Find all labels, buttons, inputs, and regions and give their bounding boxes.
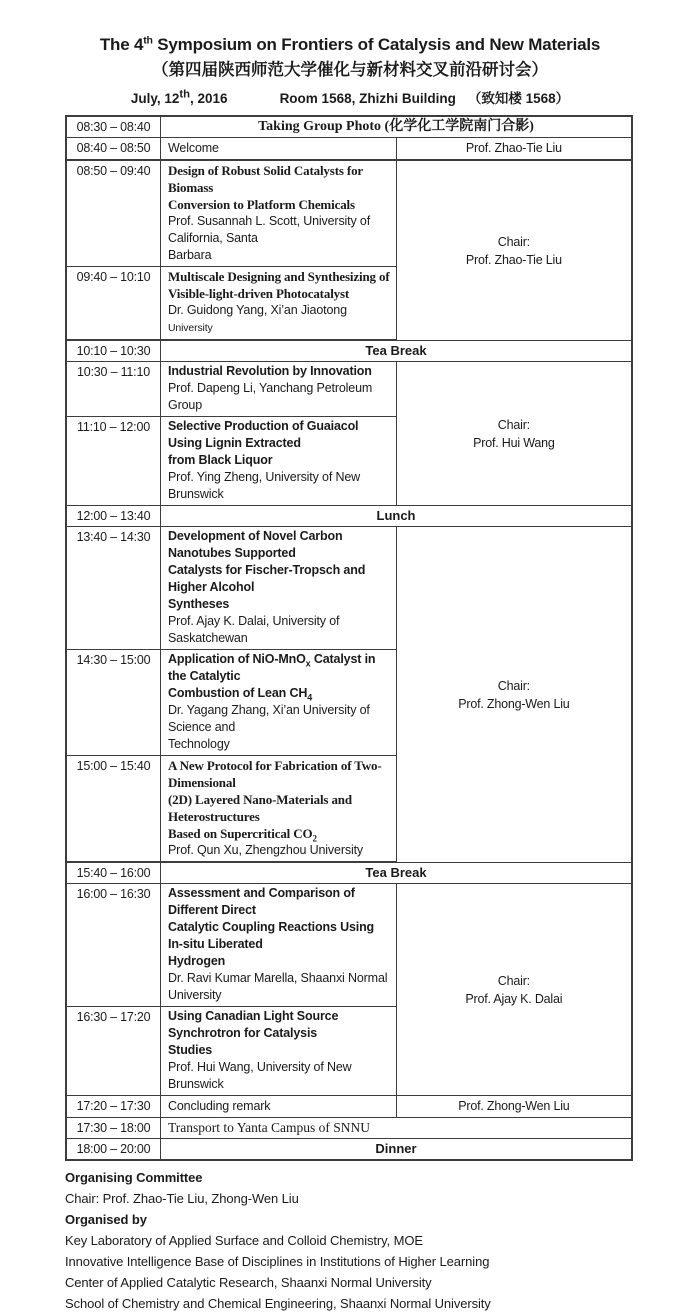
chair-label: Chair: — [497, 678, 530, 693]
talk-cell — [161, 884, 397, 1007]
organiser-line: School of Chemistry and Chemical Engineering, Shaanxi Normal University — [65, 1296, 491, 1312]
talk-title-line — [168, 651, 391, 685]
title-subscript: x — [305, 658, 311, 669]
talk-title-line: Multiscale Designing and Synthesizing of — [168, 269, 390, 285]
talk-speaker-line: Prof. Qun Xu, Zhengzhou University — [168, 843, 363, 858]
event-cell: Transport to Yanta Campus of SNNU — [161, 1118, 633, 1139]
chair-label: Chair: — [497, 417, 530, 432]
title-subscript: 4 — [307, 692, 313, 703]
person-cell: Prof. Zhong-Wen Liu — [396, 1096, 632, 1118]
time-cell: 08:40 – 08:50 — [66, 138, 161, 161]
time-cell: 17:30 – 18:00 — [66, 1118, 161, 1139]
organiser-line: Key Laboratory of Applied Surface and Colloid Chemistry, MOE — [65, 1233, 423, 1249]
title-text: Combustion of Lean CH — [168, 686, 308, 701]
talk-title-line: Studies — [168, 1043, 213, 1058]
chair-cell — [396, 362, 632, 506]
time-cell: 16:00 – 16:30 — [66, 884, 161, 1007]
time-cell: 13:40 – 14:30 — [66, 527, 161, 650]
page-title — [0, 34, 700, 55]
talk-cell — [161, 756, 397, 863]
speaker-text-small: University — [168, 322, 213, 335]
time-cell: 14:30 – 15:00 — [66, 650, 161, 756]
talk-title-line: Catalysts for Fischer-Tropsch and Higher Alcohol — [168, 563, 366, 595]
talk-title-line: Development of Novel Carbon Nanotubes Supported — [168, 529, 343, 561]
table-row — [66, 160, 632, 267]
time-cell: 11:10 – 12:00 — [66, 417, 161, 506]
break-cell: Tea Break — [161, 862, 633, 884]
table-row — [66, 884, 632, 1007]
talk-cell — [161, 1007, 397, 1096]
table-row — [66, 527, 632, 650]
time-cell: 18:00 – 20:00 — [66, 1139, 161, 1161]
talk-title-line: Using Canadian Light Source Synchrotron for Catalysis — [168, 1009, 339, 1041]
break-cell: Dinner — [161, 1139, 633, 1161]
talk-title-line: Industrial Revolution by Innovation — [168, 364, 372, 379]
talk-title-line — [168, 685, 391, 702]
talk-title-line: Assessment and Comparison of Different Direct — [168, 886, 355, 918]
event-cell — [161, 138, 397, 161]
date-superscript: th — [179, 88, 191, 101]
talk-title-line: Catalytic Coupling Reactions Using In-situ Liberated — [168, 920, 375, 952]
committee-chair-line: Chair: Prof. Zhao-Tie Liu, Zhong-Wen Liu — [65, 1191, 299, 1207]
talk-title-line: Design of Robust Solid Catalysts for Biomass — [168, 163, 363, 196]
time-cell: 17:20 – 17:30 — [66, 1096, 161, 1118]
title-subscript: 2 — [312, 833, 317, 844]
time-cell: 09:40 – 10:10 — [66, 267, 161, 341]
date-text: July, 12 — [130, 91, 180, 107]
event-label: Welcome — [168, 141, 219, 156]
talk-cell — [161, 527, 397, 650]
talk-speaker-line: Dr. Ravi Kumar Marella, Shaanxi Normal University — [168, 971, 388, 1003]
chair-name: Prof. Zhong-Wen Liu — [458, 696, 570, 711]
chair-label: Chair: — [497, 973, 530, 988]
time-cell: 08:50 – 09:40 — [66, 160, 161, 267]
talk-title-line: from Black Liquor — [168, 453, 273, 468]
page-title-chinese: （第四届陕西师范大学催化与新材料交叉前沿研讨会） — [152, 61, 548, 80]
talk-cell — [161, 362, 397, 417]
page-header — [0, 0, 700, 108]
time-cell: 10:30 – 11:10 — [66, 362, 161, 417]
event-date — [130, 88, 228, 107]
talk-speaker-line: Dr. Yagang Zhang, Xi’an University of Science and — [168, 703, 370, 735]
organiser-line: Innovative Intelligence Base of Disciplines in Institutions of Higher Learning — [65, 1254, 490, 1270]
talk-cell — [161, 650, 397, 756]
talk-title-line: Syntheses — [168, 597, 230, 612]
talk-title-line: (2D) Layered Nano-Materials and Heterostructures — [168, 792, 352, 825]
chair-name: Prof. Zhao-Tie Liu — [465, 252, 562, 267]
title-text: The 4 — [99, 35, 144, 54]
organiser-line: Center of Applied Catalytic Research, Shaanxi Normal University — [65, 1275, 432, 1291]
title-superscript: th — [143, 34, 153, 47]
date-text-rest: , 2016 — [190, 91, 228, 107]
talk-speaker-line: Prof. Ajay K. Dalai, University of Saskatchewan — [168, 614, 340, 646]
chair-cell — [396, 884, 632, 1096]
talk-title-line: A New Protocol for Fabrication of Two-Dimensional — [168, 758, 382, 791]
chair-name: Prof. Hui Wang — [473, 435, 555, 450]
chair-cell — [396, 160, 632, 340]
chair-cell — [396, 527, 632, 863]
event-label: Concluding remark — [168, 1099, 271, 1114]
speaker-text: Dr. Guidong Yang, Xi’an Jiaotong — [168, 303, 347, 318]
table-row — [66, 1139, 632, 1161]
talk-speaker-line: Prof. Dapeng Li, Yanchang Petroleum Group — [168, 381, 373, 413]
talk-title-line: Selective Production of Guaiacol Using Lignin Extracted — [168, 419, 359, 451]
table-row — [66, 1118, 632, 1139]
table-row — [66, 340, 632, 362]
talk-cell — [161, 417, 397, 506]
table-row — [66, 116, 632, 138]
talk-cell — [161, 160, 397, 267]
title-text-rest: Symposium on Frontiers of Catalysis and New Materials — [152, 35, 601, 54]
table-row — [66, 138, 632, 161]
table-row — [66, 362, 632, 417]
time-cell: 16:30 – 17:20 — [66, 1007, 161, 1096]
time-cell: 15:00 – 15:40 — [66, 756, 161, 863]
title-text: Catalyst in the Catalytic — [168, 652, 376, 684]
table-row — [66, 506, 632, 527]
break-cell: Tea Break — [161, 340, 633, 362]
committee-heading: Organising Committee — [65, 1170, 203, 1186]
table-row — [66, 1096, 632, 1118]
date-venue-line — [0, 88, 700, 108]
person-cell: Prof. Zhao-Tie Liu — [396, 138, 632, 161]
organised-by-heading: Organised by — [65, 1212, 147, 1228]
event-cell — [161, 1096, 397, 1118]
talk-cell — [161, 267, 397, 341]
table-row — [66, 862, 632, 884]
time-cell: 10:10 – 10:30 — [66, 340, 161, 362]
talk-speaker-line: Prof. Susannah L. Scott, University of California, Santa — [168, 214, 371, 246]
title-text: Based on Supercritical CO — [168, 826, 313, 842]
time-cell: 15:40 – 16:00 — [66, 862, 161, 884]
talk-title-line — [168, 825, 391, 842]
event-venue: Room 1568, Zhizhi Building — [279, 91, 456, 107]
page-footer — [65, 1167, 700, 1314]
chair-name: Prof. Ajay K. Dalai — [465, 991, 563, 1006]
talk-title-line: Hydrogen — [168, 954, 226, 969]
event-venue-chinese: （致知楼 1568） — [467, 91, 570, 107]
time-cell: 12:00 – 13:40 — [66, 506, 161, 527]
title-text: Application of NiO-MnO — [168, 652, 306, 667]
schedule-table — [65, 115, 633, 1161]
talk-speaker-line — [168, 302, 391, 337]
break-cell: Lunch — [161, 506, 633, 527]
talk-speaker-line: Barbara — [168, 248, 212, 263]
talk-speaker-line: Prof. Ying Zheng, University of New Brunswick — [168, 470, 361, 502]
talk-title-line: Conversion to Platform Chemicals — [168, 197, 355, 213]
talk-speaker-line: Prof. Hui Wang, University of New Brunswick — [168, 1060, 352, 1092]
talk-title-line: Visible-light-driven Photocatalyst — [168, 286, 350, 302]
time-cell: 08:30 – 08:40 — [66, 116, 161, 138]
event-cell: Taking Group Photo (化学化工学院南门合影) — [161, 116, 633, 138]
talk-speaker-line: Technology — [168, 737, 230, 752]
chair-label: Chair: — [497, 234, 530, 249]
